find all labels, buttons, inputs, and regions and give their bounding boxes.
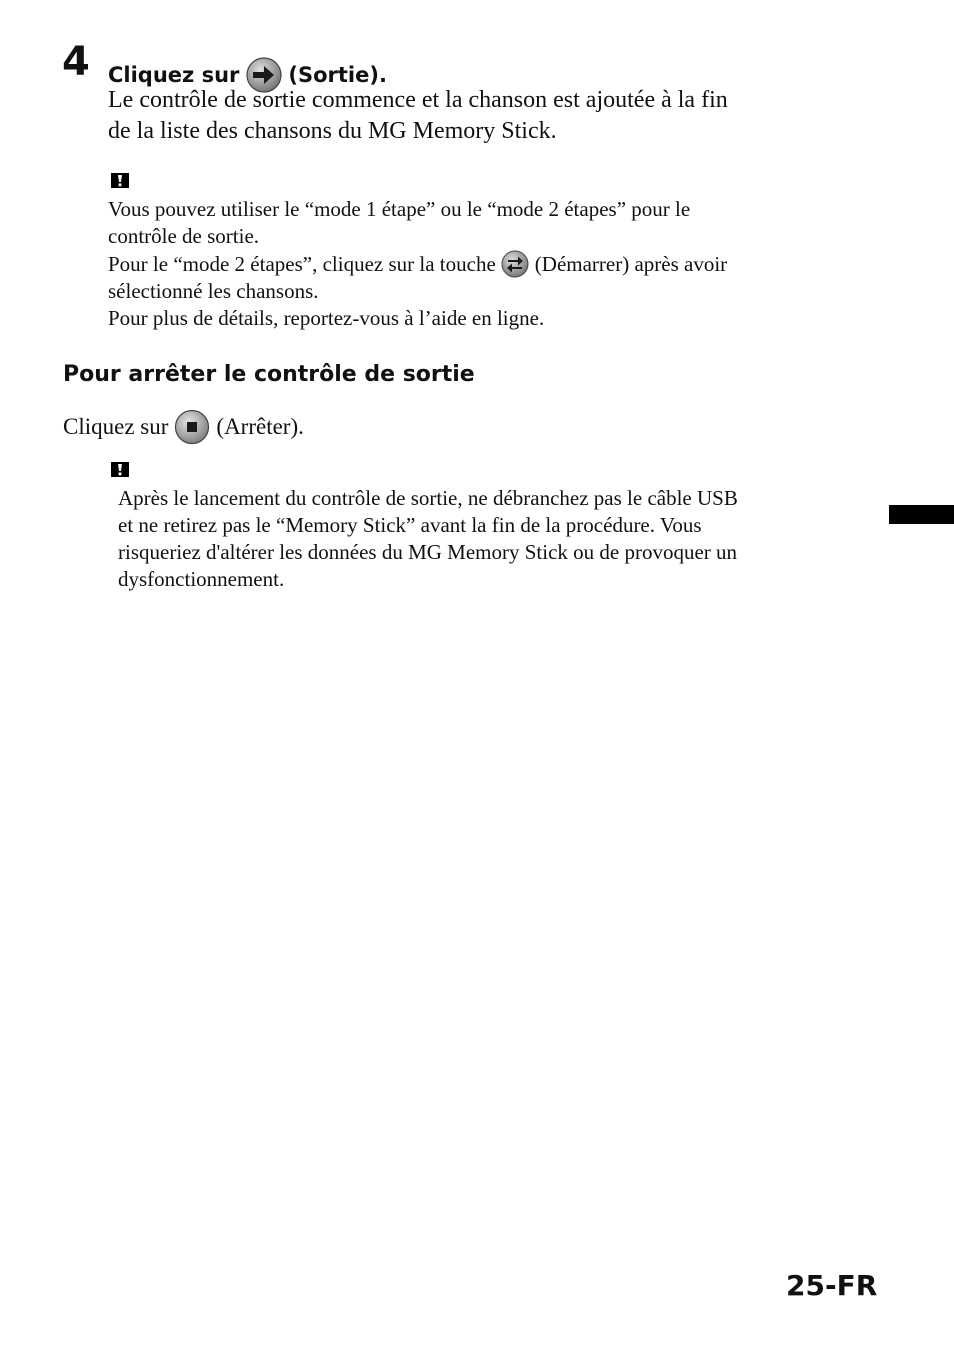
step-description-line: de la liste des chansons du MG Memory Stick. (108, 118, 557, 144)
stop-instruction-after: (Arrêter). (216, 414, 304, 439)
stop-instruction (63, 409, 304, 445)
swap-arrows-circle-icon (501, 250, 529, 278)
step-description-line: Le contrôle de sortie commence et la chanson est ajoutée à la fin (108, 87, 728, 113)
note-compatibility (108, 196, 868, 332)
note-line (108, 250, 868, 278)
stop-circle-icon (174, 409, 210, 445)
note-line-before: Pour le “mode 2 étapes”, cliquez sur la touche (108, 251, 496, 276)
step-description (108, 85, 848, 147)
section-heading: Pour arrêter le contrôle de sortie (63, 362, 475, 387)
section-tab-marker (889, 505, 954, 524)
note-line-after: (Démarrer) après avoir (534, 251, 728, 276)
note-warning (118, 485, 878, 593)
step-heading-after: (Sortie). (288, 63, 387, 87)
note-line: Vous pouvez utiliser le “mode 1 étape” ou le “mode 2 étapes” pour le (108, 197, 691, 221)
note-line: contrôle de sortie. (108, 224, 260, 248)
note-exclamation-icon (110, 171, 130, 190)
note-line: risqueriez d'altérer les données du MG Memory Stick ou de provoquer un (118, 540, 738, 564)
step-number: 4 (62, 39, 90, 85)
note-line: et ne retirez pas le “Memory Stick” avant la fin de la procédure. Vous (118, 513, 702, 537)
note-line: Pour plus de détails, reportez-vous à l’aide en ligne. (108, 306, 545, 330)
note-line: sélectionné les chansons. (108, 279, 319, 303)
note-line: Après le lancement du contrôle de sortie, ne débranchez pas le câble USB (118, 486, 738, 510)
note-line: dysfonctionnement. (118, 567, 285, 591)
note-exclamation-icon (110, 460, 130, 479)
page-number: 25-FR (786, 1269, 878, 1302)
step-heading-before: Cliquez sur (108, 63, 240, 87)
stop-instruction-before: Cliquez sur (63, 414, 169, 439)
